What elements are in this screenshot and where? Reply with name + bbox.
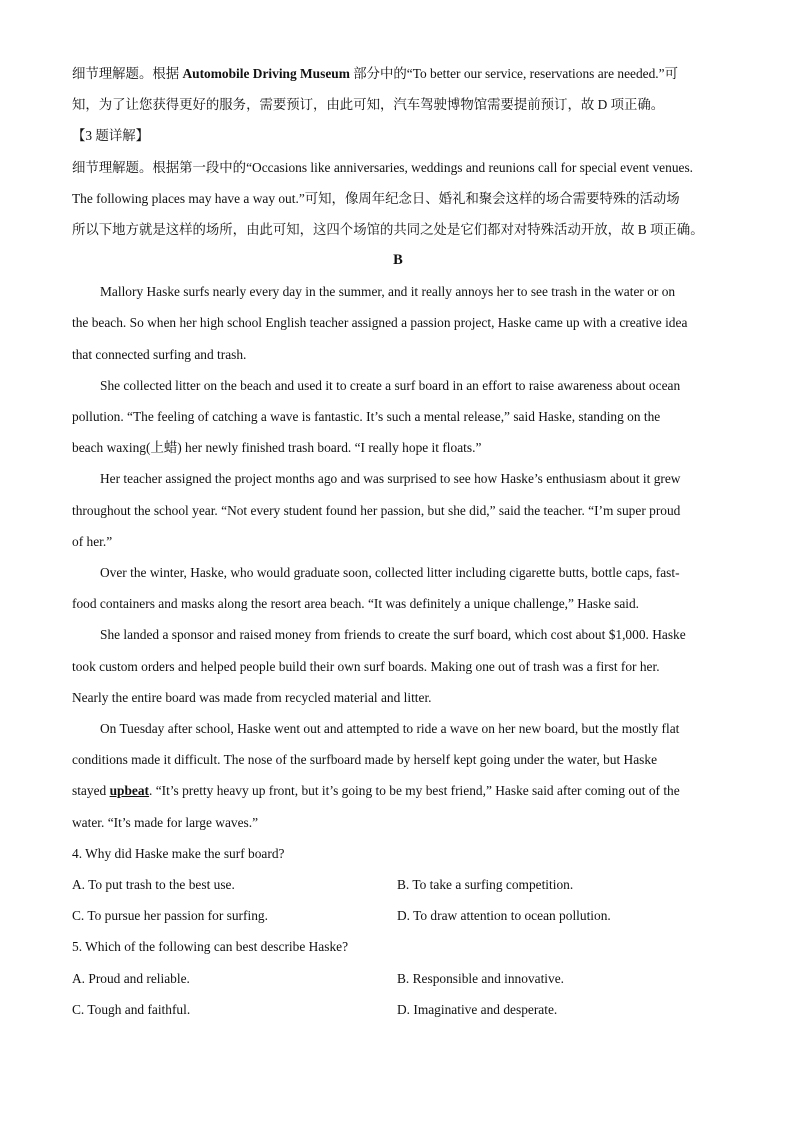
option-d: D. To draw attention to ocean pollution.	[397, 908, 611, 924]
text-span: stayed	[72, 783, 110, 799]
underlined-word: upbeat	[109, 783, 150, 799]
passage-line: conditions made it difficult. The nose of the surfboard made by herself kept going under the water, but Haske	[72, 752, 658, 768]
passage-line: that connected surfing and trash.	[72, 346, 247, 362]
question-stem: 5. Which of the following can best describe Haske?	[72, 939, 349, 955]
question-5	[72, 931, 724, 1025]
option-c: C. To pursue her passion for surfing.	[72, 908, 268, 924]
passage-paragraph-6	[72, 713, 724, 838]
passage-line: the beach. So when her high school English teacher assigned a passion project, Haske came up with a creative idea	[72, 315, 688, 331]
passage-line: Nearly the entire board was made from recycled material and litter.	[72, 689, 432, 705]
passage-line: On Tuesday after school, Haske went out and attempted to ride a wave on her new board, but the mostly flat	[100, 721, 680, 737]
section-title: B	[393, 252, 403, 269]
passage-line: beach waxing(上蜡) her newly finished trash board. “I really hope it floats.”	[72, 440, 482, 456]
option-d: D. Imaginative and desperate.	[397, 1001, 558, 1017]
text-span: 细节理解题。根据	[72, 66, 183, 81]
question-stem: 4. Why did Haske make the surf board?	[72, 845, 285, 861]
passage-paragraph-1	[72, 276, 724, 370]
passage-line: She landed a sponsor and raised money from friends to create the surf board, which cost about $1,000. Haske	[100, 627, 686, 643]
option-row	[72, 963, 724, 994]
option-c: C. Tough and faithful.	[72, 1001, 191, 1017]
option-row	[72, 994, 724, 1025]
explanation-q2-line	[72, 58, 724, 89]
explanation-q3-line: 所以下地方就是这样的场所，由此可知，这四个场馆的共同之处是它们都对对特殊活动开放，故 B 项正确。	[72, 222, 704, 238]
explanation-q2	[72, 58, 724, 120]
passage-line: She collected litter on the beach and used it to create a surf board in an effort to raise awareness about ocean	[100, 377, 681, 393]
option-row	[72, 869, 724, 900]
passage-paragraph-2	[72, 370, 724, 464]
passage-paragraph-4	[72, 557, 724, 619]
passage-paragraph-3	[72, 463, 724, 557]
question-4	[72, 838, 724, 932]
explanation-q3-line: The following places may have a way out.”可知，像周年纪念日、婚礼和聚会这样的场合需要特殊的活动场	[72, 190, 680, 206]
passage-line: water. “It’s made for large waves.”	[72, 814, 259, 830]
option-b: B. Responsible and innovative.	[397, 970, 564, 986]
passage-line: food containers and masks along the resort area beach. “It was definitely a unique challenge,” Haske said.	[72, 596, 640, 612]
passage-line: Mallory Haske surfs nearly every day in the summer, and it really annoys her to see trash in the water or on	[100, 284, 676, 300]
text-span: 部分中的“To better our service, reservations are needed.”可	[349, 66, 678, 81]
passage-paragraph-5	[72, 619, 724, 713]
explanation-q3-line: 细节理解题。根据第一段中的“Occasions like anniversaries, weddings and reunions call for special event venues.	[72, 159, 694, 175]
explanation-q2-line: 知，为了让您获得更好的服务，需要预订，由此可知，汽车驾驶博物馆需要提前预订，故 D 项正确。	[72, 97, 665, 113]
passage-line: took custom orders and helped people build their own surf boards. Making one out of trash was a first for her.	[72, 658, 660, 674]
passage-line: of her.”	[72, 533, 113, 549]
explanation-q3	[72, 152, 724, 246]
passage-line	[72, 775, 724, 806]
passage-line: pollution. “The feeling of catching a wave is fantastic. It’s such a mental release,” said Haske, standing on the	[72, 409, 661, 425]
bold-term: Automobile Driving Museum	[182, 66, 350, 81]
heading-q3-detail: 【3 题详解】	[72, 128, 149, 144]
document-page	[72, 58, 724, 1025]
text-span: . “It’s pretty heavy up front, but it’s going to be my best friend,” Haske said after coming out of the	[149, 783, 680, 799]
passage-line: throughout the school year. “Not every student found her passion, but she did,” said the teacher. “I’m super proud	[72, 502, 681, 518]
passage-line: Over the winter, Haske, who would graduate soon, collected litter including cigarette butts, bottle caps, fast-	[100, 565, 680, 581]
option-a: A. To put trash to the best use.	[72, 877, 235, 893]
option-b: B. To take a surfing competition.	[397, 877, 574, 893]
passage-line: Her teacher assigned the project months ago and was surprised to see how Haske’s enthusiasm about it grew	[100, 471, 681, 487]
option-row	[72, 900, 724, 931]
option-a: A. Proud and reliable.	[72, 970, 190, 986]
